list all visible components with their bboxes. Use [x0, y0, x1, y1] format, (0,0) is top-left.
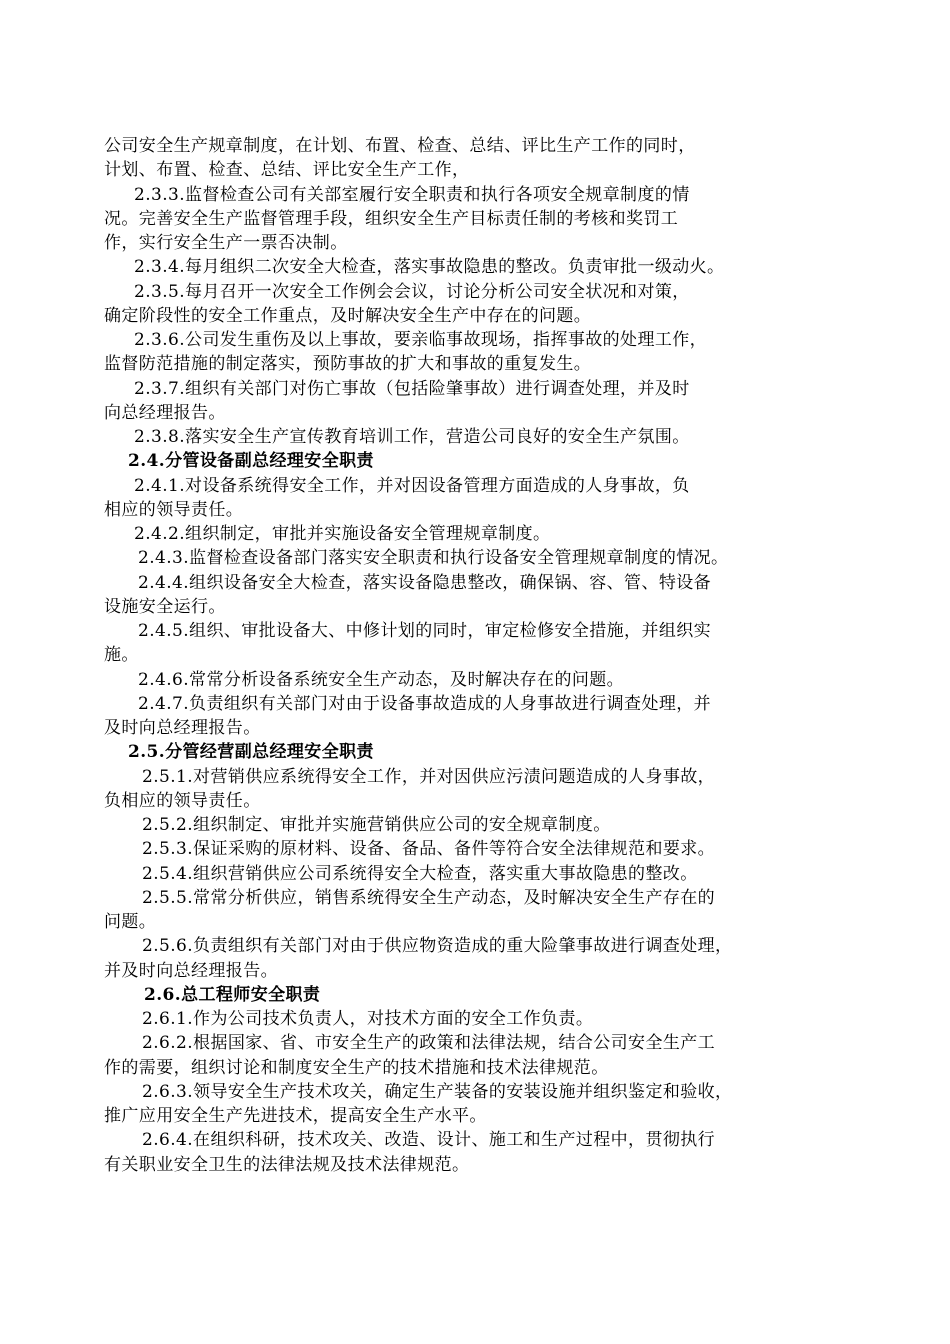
clause-2-6-4: 2.6.4.在组织科研，技术攻关、改造、设计、施工和生产过程中，贯彻执行	[142, 1130, 716, 1151]
clause-2-3-6: 2.3.6.公司发生重伤及以上事故，要亲临事故现场，指挥事故的处理工作，	[134, 330, 708, 350]
paragraph-line: 推广应用安全生产先进技术，提高安全生产水平。	[104, 1106, 487, 1126]
clause-2-5-3: 2.5.3.保证采购的原材料、设备、备品、备件等符合安全法律规范和要求。	[142, 839, 716, 860]
clause-2-6-3: 2.6.3.领导安全生产技术攻关，确定生产装备的安装设施并组织鉴定和验收，	[142, 1081, 733, 1102]
clause-2-4-5: 2.4.5.组织、审批设备大、中修计划的同时，审定检修安全措施，并组织实	[138, 621, 712, 641]
clause-2-5-4: 2.5.4.组织营销供应公司系统得安全大检查，落实重大事故隐患的整改。	[142, 863, 698, 884]
clause-2-5-6: 2.5.6.负责组织有关部门对由于供应物资造成的重大险肇事故进行调查处理，	[142, 936, 733, 957]
clause-2-3-3: 2.3.3.监督检查公司有关部室履行安全职责和执行各项安全规章制度的情	[134, 184, 690, 205]
paragraph-line: 相应的领导责任。	[104, 499, 244, 520]
paragraph-line: 作的需要，组织讨论和制度安全生产的技术措施和技术法律规范。	[104, 1057, 609, 1078]
clause-2-5-2: 2.5.2.组织制定、审批并实施营销供应公司的安全规章制度。	[142, 815, 611, 835]
paragraph-line: 问题。	[104, 912, 157, 932]
document-body	[104, 134, 816, 1177]
section-heading-2-5: 2.5.分管经营副总经理安全职责	[128, 742, 374, 763]
paragraph-line: 况。完善安全生产监督管理手段，组织安全生产目标责任制的考核和奖罚工	[104, 208, 679, 229]
clause-2-6-2: 2.6.2.根据国家、省、市安全生产的政策和法律法规，结合公司安全生产工	[142, 1033, 716, 1054]
clause-2-3-8: 2.3.8.落实安全生产宣传教育培训工作，营造公司良好的安全生产氛围。	[134, 427, 690, 447]
paragraph-line: 并及时向总经理报告。	[104, 960, 278, 981]
paragraph-line: 负相应的领导责任。	[104, 790, 261, 811]
section-heading-2-4: 2.4.分管设备副总经理安全职责	[128, 451, 374, 472]
clause-2-4-7: 2.4.7.负责组织有关部门对由于设备事故造成的人身事故进行调查处理，并	[138, 693, 712, 714]
paragraph-line: 监督防范措施的制定落实，预防事故的扩大和事故的重复发生。	[104, 354, 592, 375]
clause-2-4-1: 2.4.1.对设备系统得安全工作，并对因设备管理方面造成的人身事故，负	[134, 475, 690, 496]
paragraph-line: 及时向总经理报告。	[104, 718, 261, 738]
clause-2-3-7: 2.3.7.组织有关部门对伤亡事故（包括险肇事故）进行调查处理，并及时	[134, 378, 690, 399]
clause-2-4-3: 2.4.3.监督检查设备部门落实安全职责和执行设备安全管理规章制度的情况。	[138, 548, 729, 569]
paragraph-line: 设施安全运行。	[104, 596, 226, 617]
paragraph-line: 公司安全生产规章制度，在计划、布置、检查、总结、评比生产工作的同时，	[104, 136, 696, 156]
paragraph-line: 施。	[104, 645, 139, 666]
section-heading-2-6: 2.6.总工程师安全职责	[144, 984, 321, 1005]
clause-2-3-4: 2.3.4.每月组织二次安全大检查，落实事故隐患的整改。负责审批一级动火。	[134, 257, 725, 278]
paragraph-line: 计划、布置、检查、总结、评比安全生产工作，	[104, 160, 470, 181]
clause-2-4-2: 2.4.2.组织制定，审批并实施设备安全管理规章制度。	[134, 524, 551, 544]
clause-2-6-1: 2.6.1.作为公司技术负责人，对技术方面的安全工作负责。	[142, 1009, 594, 1029]
paragraph-line: 确定阶段性的安全工作重点，及时解决安全生产中存在的问题。	[104, 305, 592, 326]
paragraph-line: 有关职业安全卫生的法律法规及技术法律规范。	[104, 1154, 470, 1175]
clause-2-4-4: 2.4.4.组织设备安全大检查，落实设备隐患整改，确保锅、容、管、特设备	[138, 572, 712, 593]
clause-2-5-1: 2.5.1.对营销供应系统得安全工作，并对因供应污渍问题造成的人身事故，	[142, 766, 716, 787]
paragraph-line: 作，实行安全生产一票否决制。	[104, 233, 348, 253]
paragraph-line: 向总经理报告。	[104, 402, 226, 423]
clause-2-5-5: 2.5.5.常常分析供应，销售系统得安全生产动态，及时解决安全生产存在的	[142, 887, 716, 908]
clause-2-3-5: 2.3.5.每月召开一次安全工作例会会议，讨论分析公司安全状况和对策，	[134, 281, 690, 302]
clause-2-4-6: 2.4.6.常常分析设备系统安全生产动态，及时解决存在的问题。	[138, 669, 625, 690]
